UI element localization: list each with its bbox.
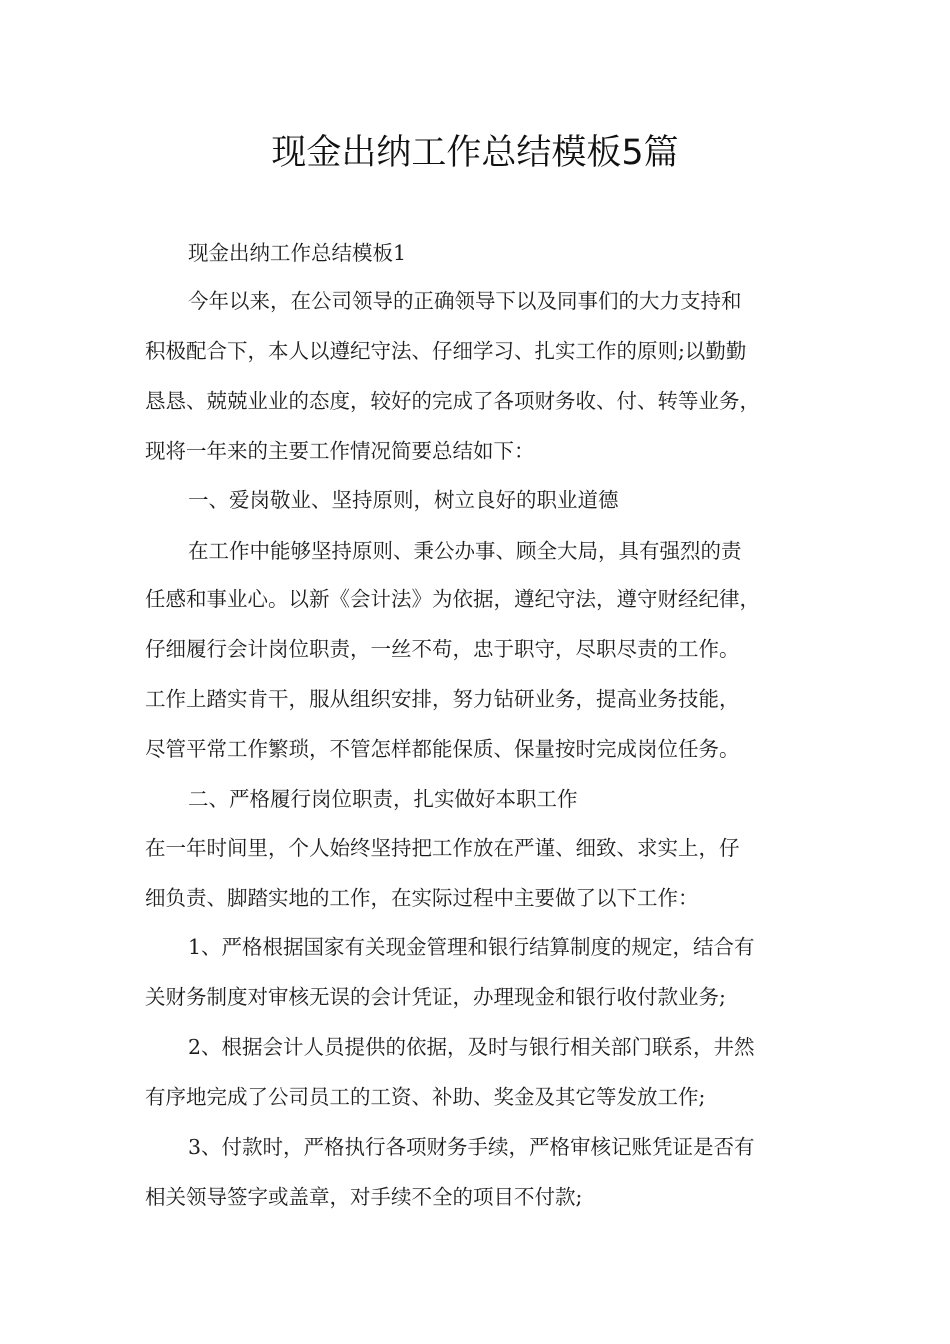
section-heading: 一、爱岗敬业、坚持原则，树立良好的职业道德 — [188, 488, 619, 512]
document-title: 现金出纳工作总结模板5篇 — [271, 133, 679, 173]
list-item-line: 相关领导签字或盖章，对手续不全的项目不付款; — [145, 1185, 583, 1209]
paragraph-line: 在一年时间里，个人始终坚持把工作放在严谨、细致、求实上，仔 — [145, 836, 740, 860]
paragraph-line: 今年以来，在公司领导的正确领导下以及同事们的大力支持和 — [188, 289, 742, 313]
list-item-line: 关财务制度对审核无误的会计凭证，办理现金和银行收付款业务; — [145, 985, 726, 1009]
paragraph-line: 工作上踏实肯干，服从组织安排，努力钻研业务，提高业务技能， — [145, 687, 740, 711]
paragraph-line: 在工作中能够坚持原则、秉公办事、顾全大局，具有强烈的责 — [188, 539, 742, 563]
section-heading: 二、严格履行岗位职责，扎实做好本职工作 — [188, 787, 578, 811]
paragraph-line: 任感和事业心。以新《会计法》为依据，遵纪守法，遵守财经纪律， — [145, 587, 760, 611]
paragraph-line: 现将一年来的主要工作情况简要总结如下： — [145, 439, 535, 463]
paragraph-line: 积极配合下，本人以遵纪守法、仔细学习、扎实工作的原则;以勤勤 — [145, 339, 747, 363]
list-item-line: 有序地完成了公司员工的工资、补助、奖金及其它等发放工作; — [145, 1085, 706, 1109]
list-item-line: 3、付款时，严格执行各项财务手续，严格审核记账凭证是否有 — [188, 1135, 755, 1159]
list-item-line: 1、严格根据国家有关现金管理和银行结算制度的规定，结合有 — [188, 935, 755, 959]
list-item-line: 2、根据会计人员提供的依据，及时与银行相关部门联系，井然 — [188, 1035, 755, 1059]
paragraph-line: 恳恳、兢兢业业的态度，较好的完成了各项财务收、付、转等业务， — [145, 389, 760, 413]
paragraph-line: 尽管平常工作繁琐，不管怎样都能保质、保量按时完成岗位任务。 — [145, 737, 740, 761]
section-heading: 现金出纳工作总结模板1 — [188, 241, 407, 265]
paragraph-line: 仔细履行会计岗位职责，一丝不苟，忠于职守，尽职尽责的工作。 — [145, 637, 740, 661]
paragraph-line: 细负责、脚踏实地的工作，在实际过程中主要做了以下工作： — [145, 886, 699, 910]
